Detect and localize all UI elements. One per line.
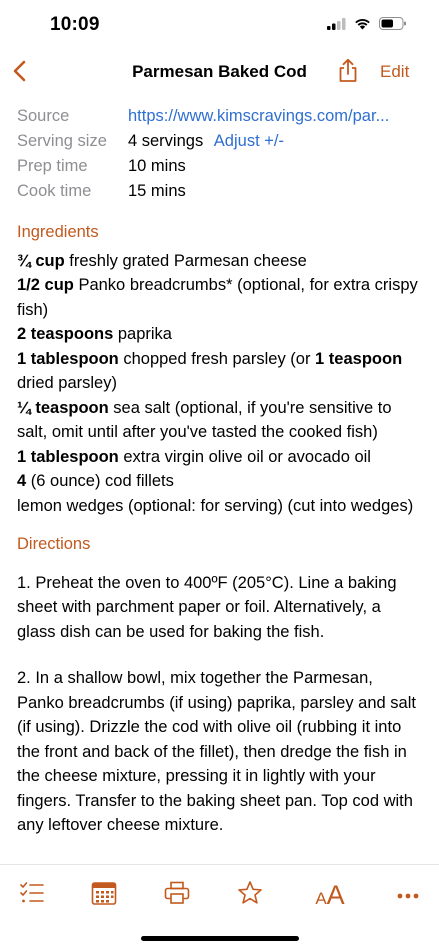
cook-time-label: Cook time xyxy=(17,182,92,201)
ingredient-quantity: 4 xyxy=(17,472,27,490)
checklist-button[interactable] xyxy=(18,881,46,909)
serving-size-label: Serving size xyxy=(17,132,107,151)
home-indicator xyxy=(141,936,299,941)
battery-icon xyxy=(379,17,407,35)
source-label: Source xyxy=(17,107,70,126)
calendar-icon xyxy=(91,880,117,911)
serving-size-text: 4 servings xyxy=(128,132,204,151)
more-button[interactable] xyxy=(394,881,422,909)
calendar-button[interactable] xyxy=(90,881,118,909)
share-icon xyxy=(337,71,359,88)
print-button[interactable] xyxy=(163,881,191,909)
ingredient-text: extra virgin olive oil or avocado oil xyxy=(118,447,371,466)
ingredient-text: Panko breadcrumbs* (optional, for extra crispy fish) xyxy=(17,276,418,319)
serving-size-value xyxy=(128,129,284,154)
source-row xyxy=(17,104,422,129)
more-icon xyxy=(397,886,419,904)
ingredient-quantity: 1/2 cup xyxy=(17,276,74,294)
text-size-large-glyph: A xyxy=(326,879,345,910)
star-icon xyxy=(237,880,263,911)
ingredient-text: sea salt (optional, if you're sensitive to salt, omit until after you've tasted the cooked fish) xyxy=(17,398,392,441)
ingredient-quantity: ¼ teaspoon xyxy=(17,398,109,417)
source-link[interactable]: https://www.kimscravings.com/par... xyxy=(128,107,390,126)
ingredients-heading: Ingredients xyxy=(17,223,99,241)
ingredient-text: (6 ounce) cod fillets xyxy=(26,472,174,490)
edit-button[interactable]: Edit xyxy=(380,62,410,81)
ingredient-item xyxy=(17,273,422,322)
cellular-signal-icon xyxy=(327,17,346,35)
text-size-icon xyxy=(315,880,344,911)
share-button[interactable] xyxy=(337,58,359,84)
ingredient-quantity: 2 teaspoons xyxy=(17,325,114,343)
text-size-button[interactable] xyxy=(310,881,350,909)
ingredient-quantity: 1 teaspoon xyxy=(315,349,403,368)
serving-size-row xyxy=(17,129,422,154)
ingredient-item xyxy=(17,469,422,494)
ingredient-quantity: 1 tablespoon xyxy=(17,349,119,368)
ingredient-item xyxy=(17,494,422,519)
status-time: 10:09 xyxy=(50,14,100,35)
navigation-bar xyxy=(0,50,439,94)
ingredient-quantity: 1 tablespoon xyxy=(17,447,119,466)
direction-step: 1. Preheat the oven to 400ºF (205°C). Line a baking sheet with parchment paper or foil. Alternatively, a glass dish can be used for baking the fish. xyxy=(17,573,397,641)
prep-time-value: 10 mins xyxy=(128,157,186,176)
ingredient-item xyxy=(17,322,422,347)
ingredients-list xyxy=(17,249,422,519)
status-icons xyxy=(327,17,407,35)
ingredient-item xyxy=(17,347,422,396)
adjust-servings-link[interactable]: Adjust +/- xyxy=(213,132,284,151)
checklist-icon xyxy=(19,881,45,910)
ingredient-text: chopped fresh parsley (or xyxy=(118,349,316,368)
cook-time-row xyxy=(17,179,422,204)
status-bar xyxy=(0,0,439,50)
ingredient-text: paprika xyxy=(113,325,172,343)
ingredient-quantity: ¾ cup xyxy=(17,251,65,270)
direction-step: 2. In a shallow bowl, mix together the Parmesan, Panko breadcrumbs (if using) paprika, parsley and salt (if using). Drizzle the cod with olive oil (rubbing it into the front and back of the fillet), then dredge the fish in the cheese mixture, pressing it in lightly with your fingers. Transfer to the baking sheet pan. Top cod with any leftover cheese mixture. xyxy=(17,669,416,834)
favorite-button[interactable] xyxy=(236,881,264,909)
printer-icon xyxy=(164,881,190,910)
directions-list xyxy=(17,571,422,909)
prep-time-row xyxy=(17,154,422,179)
ingredient-item xyxy=(17,445,422,470)
cook-time-value: 15 mins xyxy=(128,182,186,201)
ingredient-item xyxy=(17,396,422,445)
wifi-icon xyxy=(354,17,371,35)
ingredient-text: dried parsley) xyxy=(17,374,117,392)
ingredient-text: lemon wedges (optional: for serving) (cut into wedges) xyxy=(17,496,414,515)
page-title: Parmesan Baked Cod xyxy=(132,62,307,81)
recipe-content xyxy=(17,104,422,931)
prep-time-label: Prep time xyxy=(17,157,88,176)
directions-heading: Directions xyxy=(17,535,91,553)
text-size-small-glyph: A xyxy=(315,888,327,908)
ingredient-item xyxy=(17,249,422,274)
ingredient-text: freshly grated Parmesan cheese xyxy=(64,251,307,270)
